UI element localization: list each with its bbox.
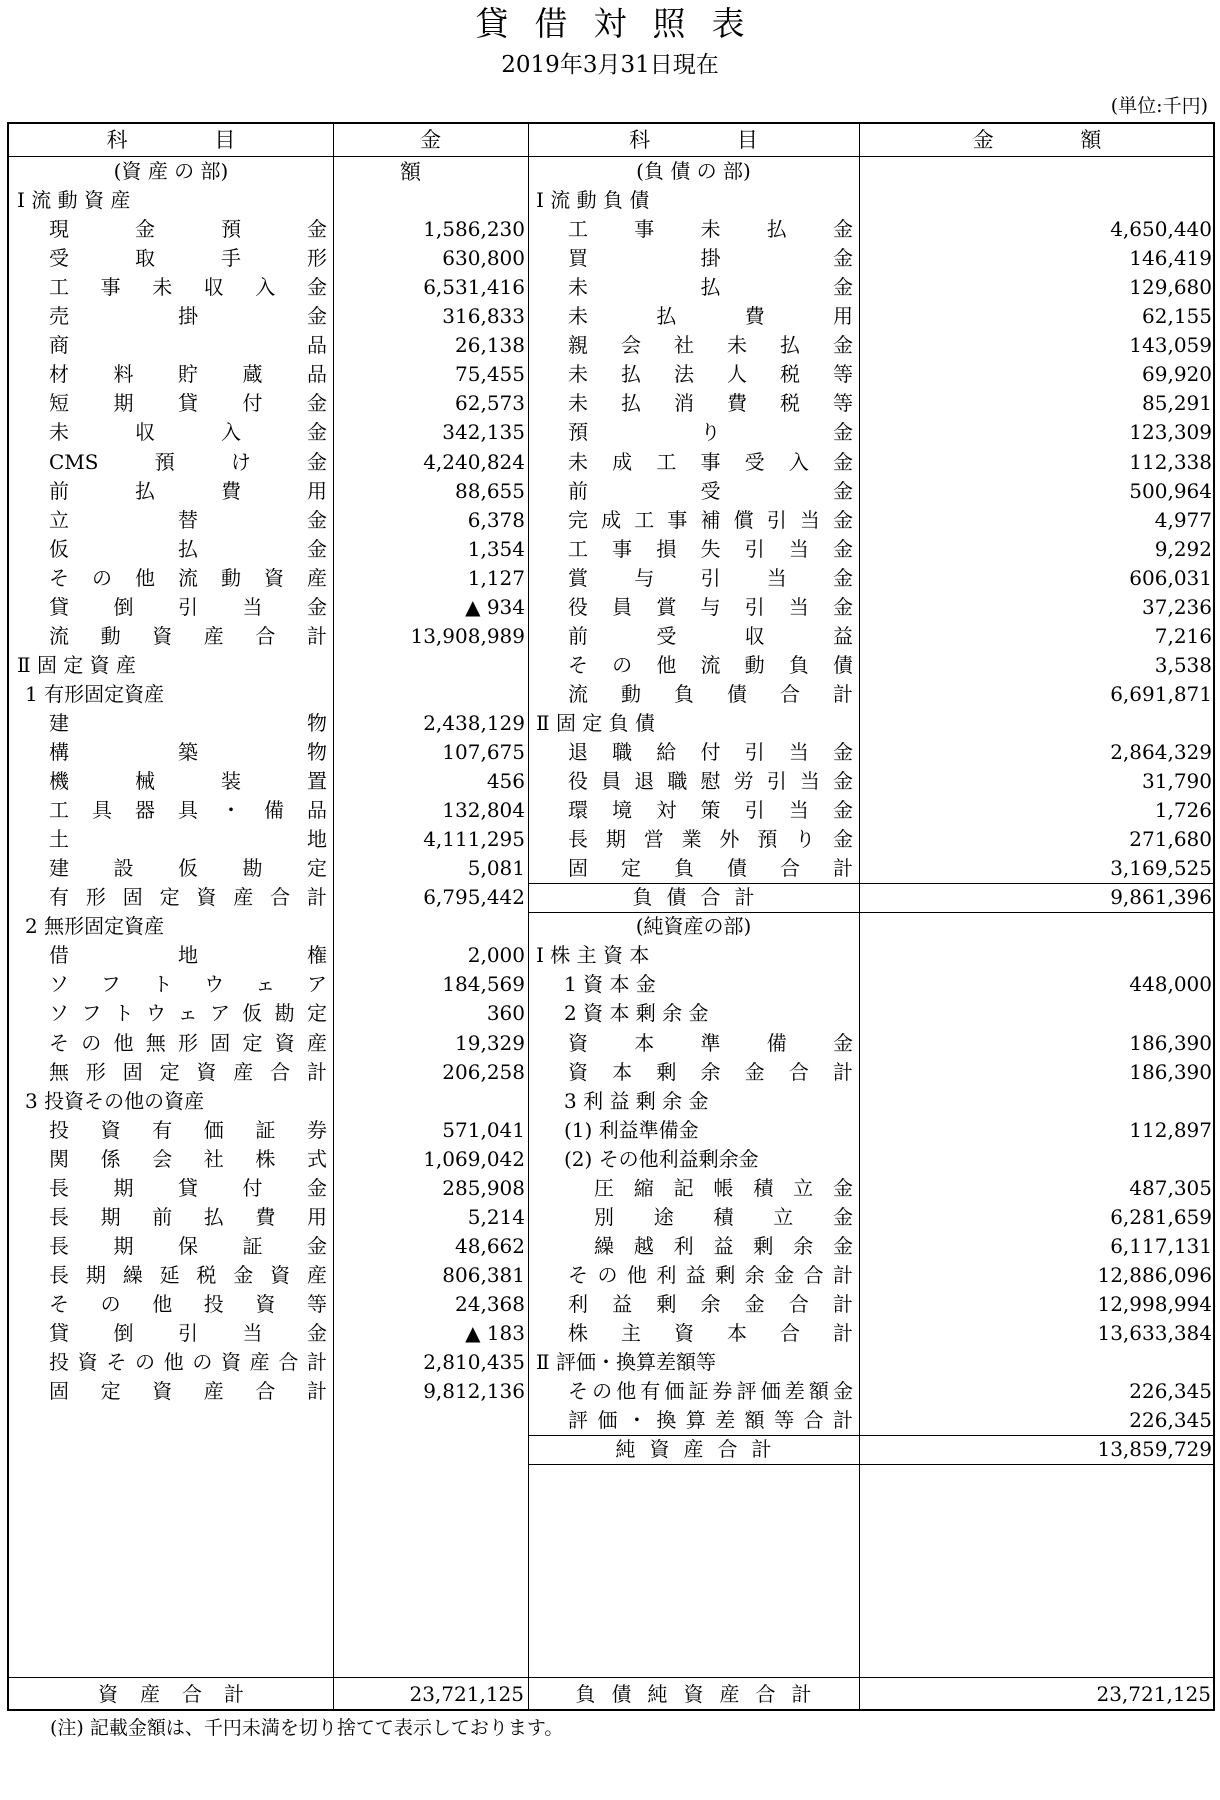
row-amount: 342,135 xyxy=(442,420,525,445)
row-amount: 88,655 xyxy=(455,478,525,503)
row-label: 役員賞与引当金 xyxy=(568,594,853,619)
row-label: 圧縮記帳積立金 xyxy=(594,1175,853,1200)
row-label: 固定負債合計 xyxy=(568,856,853,881)
row-label: 未払消費税等 xyxy=(568,391,853,416)
row-label: 完成工事補償引当金 xyxy=(568,507,853,532)
row-amount: 1,726 xyxy=(1154,798,1212,823)
row-amount: 4,240,824 xyxy=(423,449,525,474)
row-amount: 9,861,396 xyxy=(1110,885,1212,910)
row-label: 投資その他の資産合計 xyxy=(49,1350,327,1375)
row-label: (1) 利益準備金 xyxy=(564,1117,699,1142)
row-label: 資本準備金 xyxy=(568,1030,853,1055)
row-amount: 112,897 xyxy=(1129,1117,1212,1142)
row-amount: 19,329 xyxy=(455,1030,525,1055)
row-label: 商品 xyxy=(49,333,327,358)
table-row xyxy=(9,1232,1215,1261)
row-label: 3 利 益 剰 余 金 xyxy=(564,1088,709,1113)
row-label: 土地 xyxy=(49,827,327,852)
row-amount: ▲ 183 xyxy=(465,1321,525,1345)
row-label: 長期貸付金 xyxy=(49,1175,327,1200)
row-label: 工具器具・備品 xyxy=(49,798,327,823)
row-label: 3 投資その他の資産 xyxy=(25,1088,205,1113)
row-amount: 9,812,136 xyxy=(423,1379,525,1404)
table-row xyxy=(9,854,1215,883)
table-row xyxy=(9,1029,1215,1058)
row-label: 立替金 xyxy=(49,507,327,532)
table-row xyxy=(9,1377,1215,1406)
total-rule xyxy=(528,883,1215,884)
row-amount: 500,964 xyxy=(1129,478,1212,503)
row-amount: 630,800 xyxy=(442,246,525,271)
row-label: 環境対策引当金 xyxy=(568,798,853,823)
table-row xyxy=(9,709,1215,738)
row-label: CMS預け金 xyxy=(49,449,327,474)
row-amount: 226,345 xyxy=(1129,1408,1212,1433)
row-label: 前受金 xyxy=(568,478,853,503)
row-label: 貸倒引当金 xyxy=(49,1321,327,1345)
row-label: 貸倒引当金 xyxy=(49,594,327,619)
row-amount: 13,859,729 xyxy=(1097,1437,1212,1462)
row-amount: 2,810,435 xyxy=(423,1350,525,1375)
row-amount: 85,291 xyxy=(1142,391,1212,416)
row-amount: 6,117,131 xyxy=(1110,1233,1212,1258)
row-label: 流動負債合計 xyxy=(568,681,853,706)
row-amount: 62,573 xyxy=(455,391,525,416)
row-label: その他流動負債 xyxy=(568,652,853,677)
row-label: 現金預金 xyxy=(49,217,327,242)
row-amount: 285,908 xyxy=(442,1175,525,1200)
row-label: 長期前払費用 xyxy=(49,1204,327,1229)
row-amount: 24,368 xyxy=(455,1291,525,1316)
table-row xyxy=(9,1290,1215,1319)
row-label: 建設仮勘定 xyxy=(49,856,327,881)
table-row xyxy=(9,1406,1215,1435)
unit-label: (単位:千円) xyxy=(1110,95,1208,117)
assets-total-amount: 23,721,125 xyxy=(409,1682,524,1706)
row-amount: 13,633,384 xyxy=(1097,1321,1212,1345)
row-label: 評価・換算差額等合計 xyxy=(568,1408,853,1433)
row-label: 未払法人税等 xyxy=(568,362,853,387)
row-amount: 360 xyxy=(486,1001,525,1026)
row-amount: 186,390 xyxy=(1129,1030,1212,1055)
liab-equity-total-label: 負債純資産合計 xyxy=(575,1682,828,1706)
table-row xyxy=(9,186,1215,215)
row-label: 利益剰余金合計 xyxy=(568,1291,853,1316)
page-title: 貸借対照表 xyxy=(475,4,771,43)
row-label: ソフトウェア xyxy=(49,972,327,997)
row-amount: ▲ 934 xyxy=(465,594,525,619)
row-amount: 75,455 xyxy=(455,362,525,387)
row-label: 借地権 xyxy=(49,943,327,968)
row-label: その他無形固定資産 xyxy=(49,1030,327,1055)
table-row xyxy=(9,738,1215,767)
row-label: 構築物 xyxy=(49,740,327,764)
table-row xyxy=(9,912,1215,941)
row-label: その他利益剰余金合計 xyxy=(568,1262,853,1287)
total-rule xyxy=(528,1464,1215,1465)
row-amount: 3,538 xyxy=(1154,652,1212,677)
row-amount: 123,309 xyxy=(1129,420,1212,445)
liab-equity-total-amount: 23,721,125 xyxy=(1096,1682,1211,1706)
table-row xyxy=(9,477,1215,506)
row-label: 未払費用 xyxy=(568,304,853,329)
row-label: 株主資本合計 xyxy=(568,1321,853,1345)
row-label: 未収入金 xyxy=(49,420,327,445)
balance-sheet-table xyxy=(7,122,1215,1711)
row-label: 材料貯蔵品 xyxy=(49,362,327,387)
row-label: 短期貸付金 xyxy=(49,391,327,416)
table-row xyxy=(9,796,1215,825)
table-row xyxy=(9,215,1215,244)
row-label: その他流動資産 xyxy=(49,565,327,590)
table-row xyxy=(9,506,1215,535)
row-label: Ⅱ 固 定 負 債 xyxy=(536,710,656,735)
table-row xyxy=(9,418,1215,447)
table-row xyxy=(9,1116,1215,1145)
row-label: 繰越利益剰余金 xyxy=(594,1233,853,1258)
row-label: 2 無形固定資産 xyxy=(25,914,165,939)
row-amount: 143,059 xyxy=(1129,333,1212,358)
row-label: 長期繰延税金資産 xyxy=(49,1262,327,1287)
row-label: 未払金 xyxy=(568,275,853,300)
row-amount: 4,977 xyxy=(1154,507,1212,532)
row-label: 負債合計 xyxy=(632,885,769,910)
table-row xyxy=(9,999,1215,1028)
row-label: 役員退職慰労引当金 xyxy=(568,769,853,794)
row-label: 工事損失引当金 xyxy=(568,536,853,561)
row-amount: 7,216 xyxy=(1154,623,1212,648)
row-label: 前受収益 xyxy=(568,623,853,648)
row-amount: 316,833 xyxy=(442,304,525,329)
row-label: 未成工事受入金 xyxy=(568,449,853,474)
row-label: ソフトウェア仮勘定 xyxy=(49,1001,327,1026)
row-amount: 606,031 xyxy=(1129,565,1212,590)
row-label: 別途積立金 xyxy=(594,1204,853,1229)
footnote: (注) 記載金額は、千円未満を切り捨てて表示しております。 xyxy=(50,1717,564,1739)
table-row xyxy=(9,680,1215,709)
row-amount: 6,281,659 xyxy=(1110,1204,1212,1229)
row-amount: 6,795,442 xyxy=(423,885,525,910)
row-amount: 37,236 xyxy=(1142,594,1212,619)
table-row xyxy=(9,825,1215,854)
row-label: 投資有価証券 xyxy=(49,1117,327,1142)
row-label: 2 資 本 剰 余 金 xyxy=(564,1001,709,1026)
header-item-left: 科 目 xyxy=(9,124,333,157)
row-label: その他有価証券評価差額金 xyxy=(568,1379,853,1404)
row-label: 退職給付引当金 xyxy=(568,740,853,764)
table-row xyxy=(9,302,1215,331)
table-row xyxy=(9,1348,1215,1377)
row-amount: 3,169,525 xyxy=(1110,856,1212,881)
row-label: 賞与引当金 xyxy=(568,565,853,590)
row-amount: 6,691,871 xyxy=(1110,681,1212,706)
table-row xyxy=(9,1435,1215,1464)
row-amount: 26,138 xyxy=(455,333,525,358)
row-label: 関係会社株式 xyxy=(49,1146,327,1171)
row-amount: 2,864,329 xyxy=(1110,740,1212,764)
as-of-date: 2019年3月31日現在 xyxy=(501,52,719,78)
row-amount: 62,155 xyxy=(1142,304,1212,329)
row-amount: 107,675 xyxy=(442,740,525,764)
row-amount: 184,569 xyxy=(442,972,525,997)
row-label: Ⅱ 固 定 資 産 xyxy=(17,652,137,677)
row-label: 無形固定資産合計 xyxy=(49,1059,327,1084)
row-amount: 4,111,295 xyxy=(423,827,525,852)
row-amount: 1,354 xyxy=(467,536,525,561)
row-amount: 2,438,129 xyxy=(423,710,525,735)
row-label: 1 資 本 金 xyxy=(564,972,656,997)
row-label: 固定資産合計 xyxy=(49,1379,327,1404)
row-amount: 129,680 xyxy=(1129,275,1212,300)
row-amount: 31,790 xyxy=(1142,769,1212,794)
header-item-right: 科 目 xyxy=(528,124,859,157)
row-label: 前払費用 xyxy=(49,478,327,503)
row-label: Ⅰ 流 動 資 産 xyxy=(17,188,131,213)
row-amount: 448,000 xyxy=(1129,972,1212,997)
row-amount: 806,381 xyxy=(442,1262,525,1287)
table-row xyxy=(9,389,1215,418)
row-label: 有形固定資産合計 xyxy=(49,885,327,910)
row-label: 機械装置 xyxy=(49,769,327,794)
row-label: Ⅰ 株 主 資 本 xyxy=(536,943,650,968)
row-label: 親会社未払金 xyxy=(568,333,853,358)
row-label: (資 産 の 部) xyxy=(113,159,229,183)
row-label: 長期営業外預り金 xyxy=(568,827,853,852)
table-row xyxy=(9,1174,1215,1203)
table-row xyxy=(9,767,1215,796)
row-label: その他投資等 xyxy=(49,1291,327,1316)
row-amount: 1,127 xyxy=(467,565,525,590)
row-amount: 456 xyxy=(486,769,525,794)
assets-total-label: 資産合計 xyxy=(98,1682,266,1706)
row-label: 長期保証金 xyxy=(49,1233,327,1258)
row-label: 工事未払金 xyxy=(568,217,853,242)
table-row xyxy=(9,1203,1215,1232)
row-amount: 112,338 xyxy=(1129,449,1212,474)
table-row xyxy=(9,1145,1215,1174)
total-rule xyxy=(528,1435,1215,1436)
row-label: 資本剰余金合計 xyxy=(568,1059,853,1084)
row-amount: 69,920 xyxy=(1142,362,1212,387)
row-label: 1 有形固定資産 xyxy=(25,681,165,706)
row-label: 純資産合計 xyxy=(615,1437,786,1462)
table-row xyxy=(9,941,1215,970)
row-amount: 1,069,042 xyxy=(423,1146,525,1171)
row-amount: 206,258 xyxy=(442,1059,525,1084)
row-amount: 271,680 xyxy=(1129,827,1212,852)
row-amount: 12,886,096 xyxy=(1097,1262,1212,1287)
row-amount: 4,650,440 xyxy=(1110,217,1212,242)
row-label: 預り金 xyxy=(568,420,853,445)
header-amount-right: 金 額 xyxy=(859,124,1215,157)
table-row xyxy=(9,1058,1215,1087)
row-amount: 6,531,416 xyxy=(423,275,525,300)
row-label: 工事未収入金 xyxy=(49,275,327,300)
table-row xyxy=(9,883,1215,912)
table-row xyxy=(9,244,1215,273)
row-label: 買掛金 xyxy=(568,246,853,271)
row-label: 売掛金 xyxy=(49,304,327,329)
table-row xyxy=(9,593,1215,622)
footer-row xyxy=(9,1678,1215,1711)
table-row xyxy=(9,273,1215,302)
row-amount: 2,000 xyxy=(467,943,525,968)
row-amount: 9,292 xyxy=(1154,536,1212,561)
row-amount: 48,662 xyxy=(455,1233,525,1258)
table-row xyxy=(9,448,1215,477)
row-label: 仮払金 xyxy=(49,536,327,561)
table-row xyxy=(9,651,1215,680)
row-amount: 13,908,989 xyxy=(410,623,525,648)
row-amount: 571,041 xyxy=(442,1117,525,1142)
table-row xyxy=(9,564,1215,593)
row-label: (純資産の部) xyxy=(635,914,752,939)
table-row xyxy=(9,1087,1215,1116)
row-amount: 132,804 xyxy=(442,798,525,823)
row-amount: 5,081 xyxy=(467,856,525,881)
table-row xyxy=(9,360,1215,389)
row-amount: 146,419 xyxy=(1129,246,1212,271)
row-label: (2) その他利益剰余金 xyxy=(564,1146,759,1171)
row-label: 建物 xyxy=(49,710,327,735)
row-label: 受取手形 xyxy=(49,246,327,271)
table-row xyxy=(9,1319,1215,1348)
table-row xyxy=(9,331,1215,360)
row-label: (負 債 の 部) xyxy=(636,159,751,183)
table-row xyxy=(9,535,1215,564)
row-amount: 5,214 xyxy=(467,1204,525,1229)
row-label: Ⅱ 評価・換算差額等 xyxy=(536,1350,716,1375)
row-label: 流動資産合計 xyxy=(49,623,327,648)
table-row xyxy=(9,157,1215,186)
row-amount: 1,586,230 xyxy=(423,217,525,242)
header-amount-left: 金 額 xyxy=(333,124,528,157)
row-amount: 12,998,994 xyxy=(1097,1291,1212,1316)
table-row xyxy=(9,1261,1215,1290)
row-amount: 487,305 xyxy=(1129,1175,1212,1200)
row-amount: 6,378 xyxy=(467,507,525,532)
row-amount: 226,345 xyxy=(1129,1379,1212,1404)
table-row xyxy=(9,622,1215,651)
table-row xyxy=(9,970,1215,999)
row-label: Ⅰ 流 動 負 債 xyxy=(536,188,650,213)
row-amount: 186,390 xyxy=(1129,1059,1212,1084)
